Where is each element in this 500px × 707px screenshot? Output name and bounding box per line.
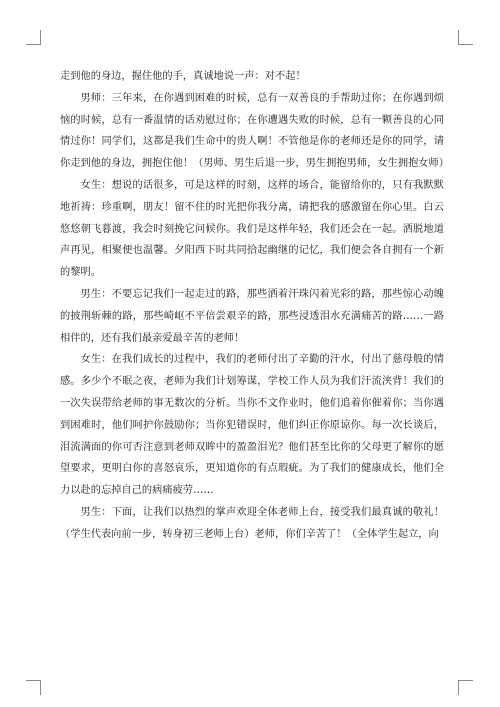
crop-mark-bottom-left bbox=[26, 680, 41, 695]
crop-mark-bottom-right bbox=[458, 680, 473, 695]
paragraph-2: 男师：三年来，在你遇到困难的时候，总有一双善良的手帮助过你；在你遇到烦恼的时候，总有一番温情的话劝慰过你；在你遭遇失败的时候，总有一颗善良的心同情过你！同学们，这都是我们生命中的贵人啊！不管他是你的老师还是你的同学，请你走到他的身边，拥抱住他！（男师、男生后退一步，男生拥抱男师，女生拥抱女师） bbox=[60, 92, 450, 170]
document-body bbox=[60, 66, 450, 546]
crop-mark-top-right bbox=[458, 30, 473, 45]
paragraph-6: 男生：下面，让我们以热烈的掌声欢迎全体老师上台，接受我们最真诚的敬礼！（学生代表向前一步，转身初三老师上台）老师，你们辛苦了！（全体学生起立，向 bbox=[60, 506, 444, 540]
crop-mark-top-left bbox=[26, 30, 41, 45]
paragraph-3: 女生：想说的话很多，可是这样的时刻，这样的场合，能留给你的，只有我默默地祈祷：珍重啊，朋友！留不住的时光把你我分离，请把我的感激留在你心里。白云悠悠朝飞暮渡，我会时刻挽它问候你。我们是这样年轻，我们还会在一起。洒脱地道声再见，相聚便也温馨。夕阳西下时共同拾起幽继的记忆，我们便会各自拥有一个新的黎明。 bbox=[60, 179, 444, 279]
paragraph-5: 女生：在我们成长的过程中，我们的老师付出了辛勤的汗水，付出了慈母般的情感。多少个不眠之夜，老师为我们计划筹谋，学校工作人员为我们汗流浃背！我们的一次失误带给老师的事无数次的分析。当你不文作业时，他们追着你催着你；当你遇到困难时，他们呵护你鼓励你；当你犯错误时，他们纠正你原谅你。每一次长谈后，泪流满面的你可否注意到老师双眸中的盈盈泪光？他们甚至比你的父母更了解你的愿望要求，更明白你的喜怒哀乐，更知道你的有点瑕疵。为了我们的健康成长，他们全力以赴的忘掉自己的病痛疲劳…… bbox=[60, 354, 444, 497]
paragraph-1: 走到他的身边，握住他的手，真诚地说一声：对不起！ bbox=[60, 71, 306, 82]
paragraph-4: 男生：不要忘记我们一起走过的路，那些洒着汗珠闪着光彩的路，那些惊心动魄的披荆斩棘的路，那些崎岖不平倍尝艰辛的路，那些浸透泪水充满痛苦的路……一路相伴的，还有我们最亲爱最辛苦的老师！ bbox=[60, 288, 444, 344]
